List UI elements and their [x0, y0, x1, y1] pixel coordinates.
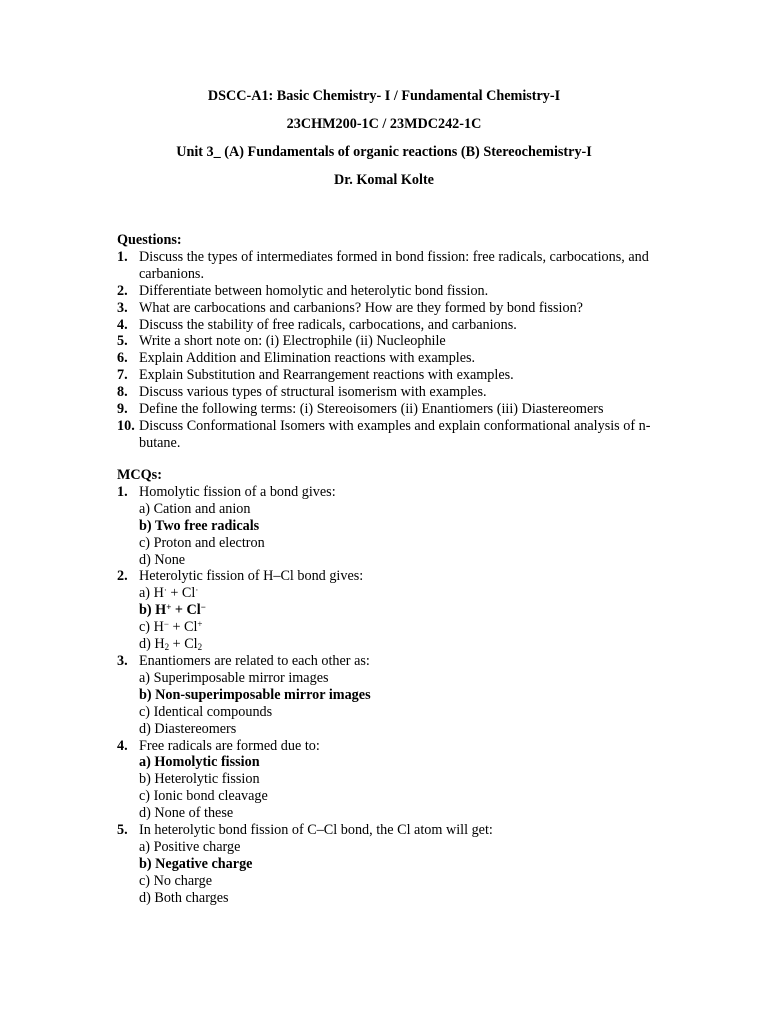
mcq-question	[117, 822, 677, 839]
mcq-option: c) Proton and electron	[139, 534, 265, 551]
question-item	[117, 384, 677, 401]
mcq-list	[117, 484, 677, 907]
mcq-option	[117, 619, 677, 636]
mcq-correct-option: b) Two free radicals	[139, 517, 260, 534]
formula-script: −	[163, 619, 169, 630]
formula-text: d) H	[139, 636, 165, 653]
mcq-correct-option	[117, 602, 677, 619]
question-number: 7.	[117, 367, 128, 384]
mcq-question-text: Free radicals are formed due to:	[139, 737, 320, 754]
mcq-number: 3.	[117, 652, 128, 669]
mcq-number: 2.	[117, 568, 128, 585]
question-number: 6.	[117, 350, 128, 367]
mcq-option: d) Diastereomers	[139, 720, 237, 737]
questions-heading: Questions:	[117, 232, 182, 248]
formula-script: 2	[197, 642, 203, 653]
formula-script: ·	[163, 585, 167, 596]
mcq-option: b) Heterolytic fission	[139, 771, 260, 788]
mcq-option: d) None of these	[139, 805, 234, 822]
question-item	[117, 401, 677, 418]
question-item	[117, 350, 677, 367]
mcq-option: c) No charge	[139, 872, 213, 889]
formula-script: ·	[195, 585, 199, 596]
mcq-question	[117, 484, 677, 501]
question-text: Discuss Conformational Isomers with examples and explain conformational analysis of n-butane.	[139, 417, 651, 451]
formula-text: c) H	[139, 619, 164, 636]
formula-script: +	[197, 619, 203, 630]
document-header	[0, 88, 768, 200]
question-text: Discuss the types of intermediates formed in bond fission: free radicals, carbocations, and carbanions.	[139, 248, 649, 282]
mcq-number: 1.	[117, 483, 128, 500]
mcq-question	[117, 568, 677, 585]
mcq-option: d) Both charges	[139, 889, 229, 906]
mcq-number: 5.	[117, 822, 128, 839]
question-number: 5.	[117, 333, 128, 350]
formula-text: + Cl	[169, 636, 198, 653]
question-item	[117, 418, 677, 452]
question-text: Write a short note on: (i) Electrophile (ii) Nucleophile	[139, 333, 446, 350]
mcq-question-text: Homolytic fission of a bond gives:	[139, 483, 336, 500]
question-number: 2.	[117, 282, 128, 299]
mcq-question	[117, 653, 677, 670]
question-item	[117, 300, 677, 317]
question-text: Discuss various types of structural isomerism with examples.	[139, 384, 487, 401]
mcq-question-text: In heterolytic bond fission of C–Cl bond, the Cl atom will get:	[139, 822, 493, 839]
unit-title: Unit 3_ (A) Fundamentals of organic reactions (B) Stereochemistry-I	[176, 144, 592, 160]
question-text: Discuss the stability of free radicals, carbocations, and carbanions.	[139, 316, 517, 333]
question-item	[117, 333, 677, 350]
mcq-option	[117, 585, 677, 602]
formula-text: a) H	[139, 585, 164, 602]
mcq-correct-option: b) Negative charge	[139, 855, 253, 872]
questions-section	[117, 232, 677, 452]
formula-script: −	[200, 602, 206, 613]
mcq-question-text: Heterolytic fission of H–Cl bond gives:	[139, 568, 364, 585]
question-item	[117, 367, 677, 384]
question-number: 4.	[117, 316, 128, 333]
question-item	[117, 283, 677, 300]
question-text: Explain Substitution and Rearrangement reactions with examples.	[139, 367, 514, 384]
question-text: Explain Addition and Elimination reactions with examples.	[139, 350, 476, 367]
question-number: 10.	[117, 417, 135, 434]
question-text: Define the following terms: (i) Stereoisomers (ii) Enantiomers (iii) Diastereomers	[139, 401, 604, 418]
question-number: 1.	[117, 248, 128, 265]
question-number: 8.	[117, 384, 128, 401]
mcq-option: a) Positive charge	[139, 838, 241, 855]
question-item	[117, 317, 677, 334]
mcq-option	[117, 636, 677, 653]
mcq-question-text: Enantiomers are related to each other as:	[139, 652, 370, 669]
formula-script: 2	[164, 642, 170, 653]
course-codes: 23CHM200-1C / 23MDC242-1C	[286, 116, 482, 132]
mcq-option: a) Cation and anion	[139, 500, 251, 517]
mcq-option: a) Superimposable mirror images	[139, 669, 329, 686]
question-number: 3.	[117, 299, 128, 316]
formula-text: + Cl	[166, 585, 196, 602]
formula-script: +	[166, 602, 172, 613]
mcq-option: c) Ionic bond cleavage	[139, 788, 268, 805]
mcq-option: c) Identical compounds	[139, 703, 273, 720]
question-text: Differentiate between homolytic and heterolytic bond fission.	[139, 282, 489, 299]
course-title: DSCC-A1: Basic Chemistry- I / Fundamental Chemistry-I	[207, 88, 561, 104]
formula-text: + Cl	[168, 619, 198, 636]
author-name: Dr. Komal Kolte	[334, 172, 434, 188]
mcq-section	[117, 467, 677, 907]
formula-text: b) H	[139, 602, 167, 619]
mcq-heading: MCQs:	[117, 467, 162, 483]
question-text: What are carbocations and carbanions? How are they formed by bond fission?	[139, 299, 583, 316]
question-item	[117, 249, 677, 283]
mcq-number: 4.	[117, 737, 128, 754]
formula-text: + Cl	[171, 602, 201, 619]
mcq-question	[117, 738, 677, 755]
mcq-correct-option: b) Non-superimposable mirror images	[139, 686, 371, 703]
mcq-correct-option: a) Homolytic fission	[139, 754, 260, 771]
questions-list	[117, 249, 677, 452]
question-number: 9.	[117, 401, 128, 418]
mcq-option: d) None	[139, 551, 186, 568]
